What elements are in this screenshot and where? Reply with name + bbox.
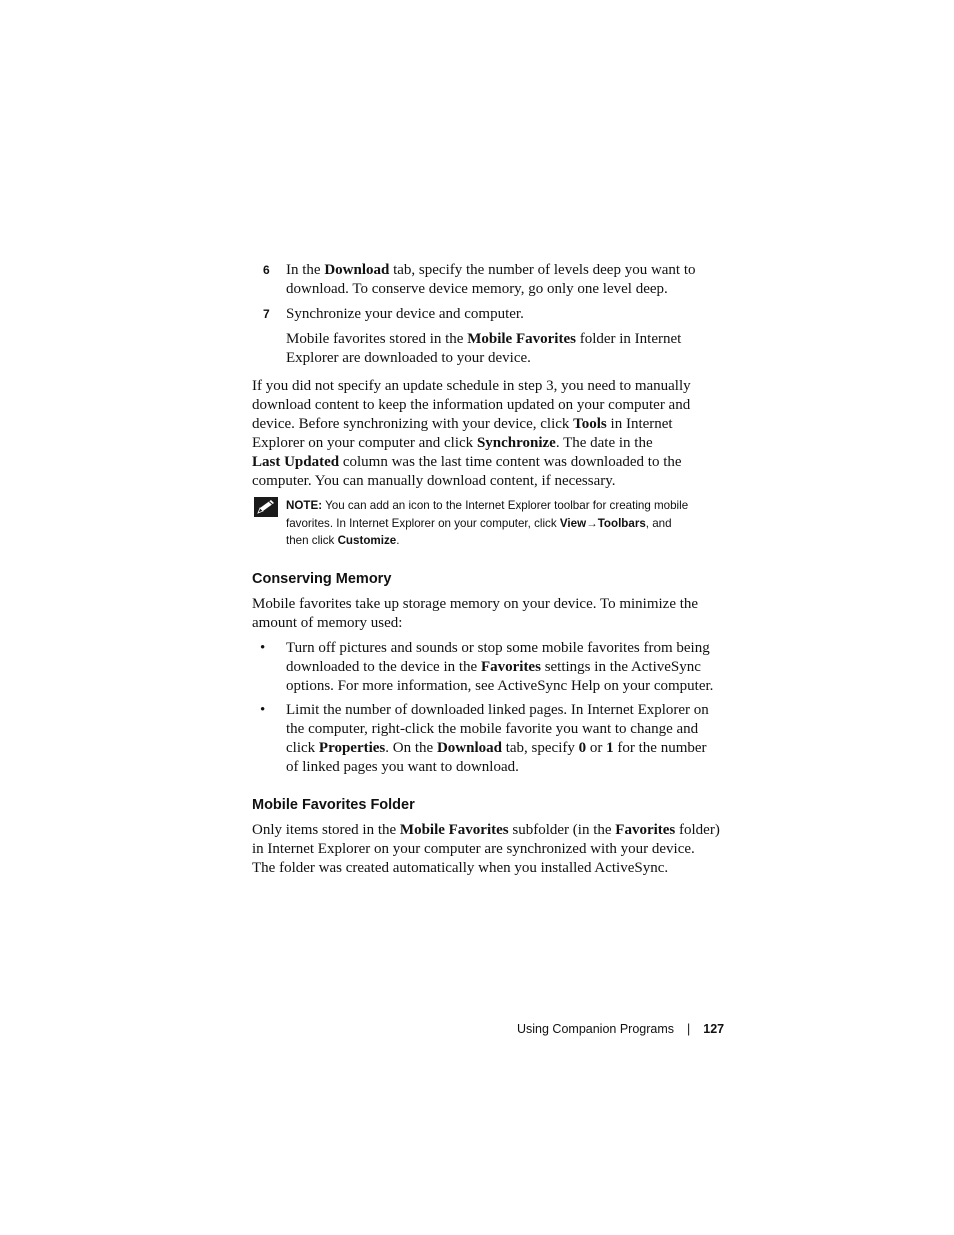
bold-term: Favorites [615, 822, 676, 838]
bold-term: Last Updated [252, 453, 340, 470]
footer-separator: | [687, 1022, 691, 1036]
text-run: device. Before synchronizing with your device, click [252, 415, 574, 432]
text-line [286, 280, 736, 299]
text-run: Explorer on your computer and click [252, 434, 477, 451]
text-run: column was the last time content was downloaded to the [339, 453, 682, 470]
text-line [286, 701, 736, 720]
note-line-2 [286, 515, 736, 533]
footer-chapter-title: Using Companion Programs [517, 1022, 675, 1036]
text-run: In the [286, 262, 325, 278]
text-line [286, 305, 736, 324]
text-line [286, 739, 736, 758]
text-run: . The date in the [555, 434, 653, 451]
bullet-item-1 [286, 639, 736, 696]
text-line [286, 720, 736, 739]
text-line [252, 821, 732, 840]
note-line-1-text [322, 499, 688, 512]
text-run: in Internet [606, 415, 673, 432]
bold-term: 1 [606, 739, 614, 756]
text-line [286, 349, 736, 368]
text-line [286, 658, 736, 677]
text-line [286, 330, 736, 349]
text-run: settings in the ActiveSync [540, 658, 701, 675]
text-run: of linked pages you want to download. [286, 758, 519, 775]
text-run: . [396, 534, 400, 548]
text-line [286, 758, 736, 777]
text-run: tab, specify the number of levels deep you want to [389, 262, 696, 278]
bold-term: Tools [573, 415, 607, 432]
text-line [286, 677, 736, 696]
step-7-detail [286, 330, 736, 368]
text-run: Turn off pictures and sounds or stop some mobile favorites from being [286, 640, 710, 656]
text-line [252, 434, 732, 453]
bold-term: Download [436, 739, 502, 756]
text-run: favorites. In Internet Explorer on your computer, click [286, 516, 560, 530]
text-run: download content to keep the information updated on your computer and [252, 396, 691, 413]
bold-term: Download [324, 262, 390, 278]
bold-term: Mobile Favorites [467, 331, 576, 347]
text-line [252, 472, 732, 491]
update-paragraph [252, 377, 732, 490]
text-run: subfolder (in the [508, 822, 616, 838]
heading-conserving-memory: Conserving Memory [252, 571, 392, 587]
text-line [252, 396, 732, 415]
text-run: computer. You can manually download content, if necessary. [252, 472, 616, 489]
text-run: Only items stored in the [252, 822, 400, 838]
text-run: or [586, 739, 607, 756]
text-run: Synchronize your device and computer. [286, 306, 524, 322]
bullet-symbol-2: • [260, 702, 266, 718]
text-run: for the number [613, 739, 707, 756]
text-line [286, 639, 736, 658]
folder-paragraph [252, 821, 732, 878]
note-box [286, 497, 736, 550]
page-number: 127 [703, 1022, 725, 1036]
text-run: downloaded to the device in the [286, 658, 481, 675]
note-line-3 [286, 532, 736, 550]
text-run: Limit the number of downloaded linked pages. In Internet Explorer on [286, 702, 709, 718]
text-run: click [286, 739, 319, 756]
text-run: in Internet Explorer on your computer are synchronized with your device. [252, 840, 695, 857]
bullet-item-2 [286, 701, 736, 777]
text-run: Mobile favorites take up storage memory on your device. To minimize the [252, 596, 699, 612]
text-run: folder in Internet [575, 331, 682, 347]
bullet-symbol-1: • [260, 640, 266, 656]
text-run: If you did not specify an update schedule in step 3, you need to manually [252, 378, 691, 394]
text-run: download. To conserve device memory, go only one level deep. [286, 280, 668, 297]
bold-term: View [559, 516, 587, 530]
text-line [252, 859, 732, 878]
text-line [252, 614, 732, 633]
text-line [252, 595, 732, 614]
page-footer [517, 1020, 724, 1038]
step-number-7: 7 [263, 307, 270, 321]
bold-term: Mobile Favorites [399, 822, 509, 838]
text-run: folder) [675, 822, 720, 838]
note-label: NOTE: [286, 499, 323, 512]
step-number-6: 6 [263, 263, 270, 277]
text-line [252, 415, 732, 434]
bold-term: Favorites [480, 658, 541, 675]
bold-term: 0 [578, 739, 587, 756]
text-run: tab, specify [501, 739, 579, 756]
bold-term: Synchronize [476, 434, 556, 451]
text-run: , and [645, 516, 672, 530]
text-run: . On the [385, 739, 437, 756]
memory-intro [252, 595, 732, 633]
text-run: Explorer are downloaded to your device. [286, 349, 531, 366]
text-run: the computer, right-click the mobile favorite you want to change and [286, 720, 699, 737]
bold-term: Toolbars [597, 516, 646, 530]
note-line-1 [286, 497, 736, 515]
step-7-text [286, 305, 736, 324]
text-run: → [586, 516, 598, 530]
text-run: options. For more information, see ActiveSync Help on your computer. [286, 677, 714, 694]
bold-term: Properties [318, 739, 386, 756]
text-run: You can add an icon to the Internet Explorer toolbar for creating mobile [322, 499, 689, 512]
text-line [286, 261, 736, 280]
text-line [252, 453, 732, 472]
text-line [252, 377, 732, 396]
pencil-note-icon [254, 497, 278, 517]
text-run: amount of memory used: [252, 614, 403, 631]
text-run: Mobile favorites stored in the [286, 331, 468, 347]
text-line [252, 840, 732, 859]
heading-mobile-favorites-folder: Mobile Favorites Folder [252, 797, 415, 813]
bold-term: Customize [337, 534, 397, 548]
step-6-text [286, 261, 736, 299]
text-run: The folder was created automatically when you installed ActiveSync. [252, 859, 669, 876]
text-run: then click [286, 534, 338, 548]
